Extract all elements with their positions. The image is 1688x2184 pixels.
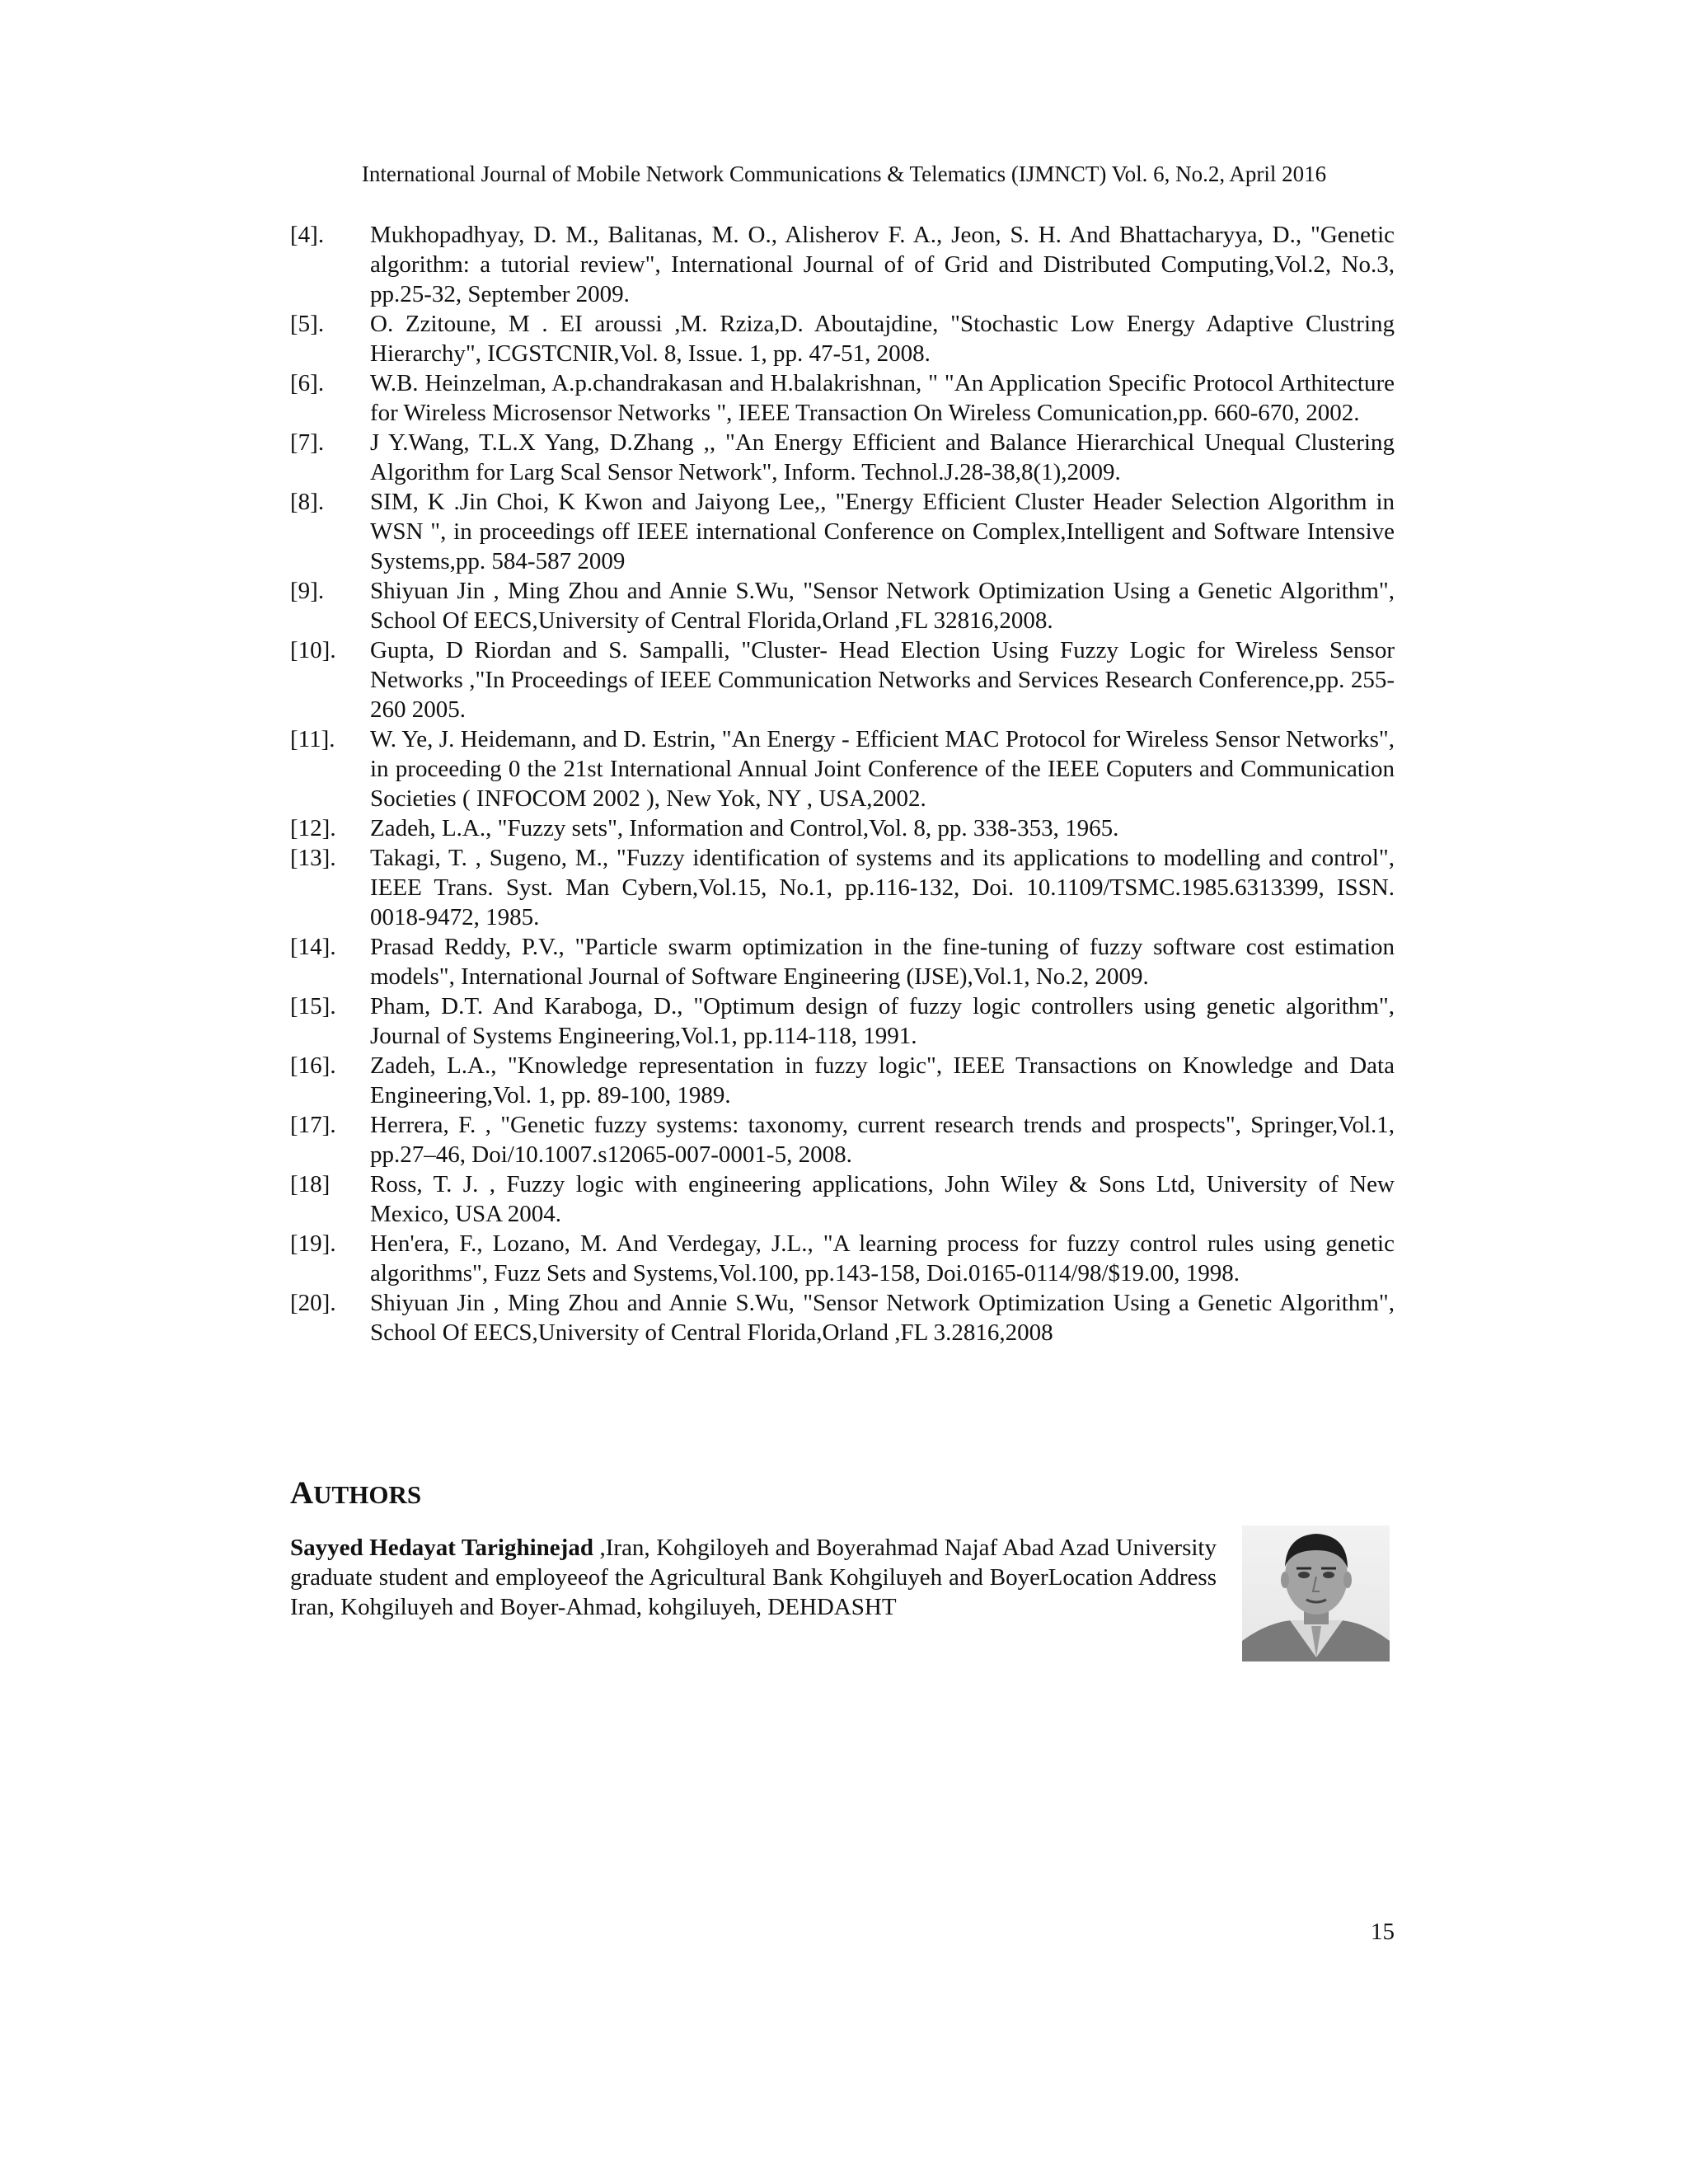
reference-number: [17]. (290, 1112, 336, 1138)
reference-text: Gupta, D Riordan and S. Sampalli, "Cluster- Head Election Using Fuzzy Logic for Wireless Sensor Networks ,"In Proceedings of IEEE Communication Networks and Services Research Conference,pp. 255-260 2005. (370, 637, 1395, 723)
reference-number: [15]. (290, 993, 336, 1019)
reference-text: Ross, T. J. , Fuzzy logic with engineering applications, John Wiley & Sons Ltd, University of New Mexico, USA 2004. (370, 1171, 1395, 1227)
reference-entry (290, 932, 1395, 991)
reference-entry (290, 1169, 1395, 1229)
reference-number: [11]. (290, 726, 335, 752)
author-photo (1242, 1526, 1390, 1661)
reference-number: [18] (290, 1171, 331, 1197)
reference-entry (290, 1110, 1395, 1169)
reference-number: [7]. (290, 429, 325, 456)
reference-text: O. Zzitoune, M . EI aroussi ,M. Rziza,D. Aboutajdine, "Stochastic Low Energy Adaptive Clustring Hierarchy", ICGSTCNIR,Vol. 8, Issue. 1, pp. 47-51, 2008. (370, 311, 1395, 367)
author-bio (290, 1533, 1217, 1622)
author-bio-text: ,Iran, Kohgiloyeh and Boyerahmad Najaf Abad Azad University graduate student and employeeof the Agricultural Bank Kohgiluyeh and BoyerLocation Address Iran, Kohgiluyeh and Boyer-Ahmad, kohgiluyeh, DEHDASHT (290, 1535, 1217, 1620)
reference-text: Hen'era, F., Lozano, M. And Verdegay, J.L., "A learning process for fuzzy control rules using genetic algorithms", Fuzz Sets and Systems,Vol.100, pp.143-158, Doi.0165-0114/98/$19.00, 1998. (370, 1230, 1395, 1286)
reference-entry (290, 813, 1395, 843)
author-name: Sayyed Hedayat Tarighinejad (290, 1535, 593, 1561)
reference-entry (290, 1229, 1395, 1288)
authors-heading-rest: UTHORS (313, 1480, 422, 1509)
reference-number: [13]. (290, 845, 336, 871)
reference-number: [14]. (290, 934, 336, 960)
reference-number: [10]. (290, 637, 336, 663)
reference-entry (290, 428, 1395, 487)
reference-number: [19]. (290, 1230, 336, 1257)
reference-entry (290, 843, 1395, 932)
reference-text: Shiyuan Jin , Ming Zhou and Annie S.Wu, "Sensor Network Optimization Using a Genetic Algorithm", School Of EECS,University of Central Florida,Orland ,FL 3.2816,2008 (370, 1290, 1395, 1346)
reference-number: [6]. (290, 370, 325, 396)
reference-entry (290, 487, 1395, 576)
reference-text: Zadeh, L.A., "Knowledge representation in fuzzy logic", IEEE Transactions on Knowledge and Data Engineering,Vol. 1, pp. 89-100, 1989. (370, 1052, 1395, 1108)
reference-text: SIM, K .Jin Choi, K Kwon and Jaiyong Lee,, "Energy Efficient Cluster Header Selection Algorithm in WSN ", in proceedings off IEEE international Conference on Complex,Intelligent and Software Intensive Systems,pp. 584-587 2009 (370, 489, 1395, 574)
reference-number: [16]. (290, 1052, 336, 1079)
reference-number: [5]. (290, 311, 325, 337)
reference-entry (290, 309, 1395, 368)
reference-text: Mukhopadhyay, D. M., Balitanas, M. O., Alisherov F. A., Jeon, S. H. And Bhattacharyya, D., "Genetic algorithm: a tutorial review", International Journal of of Grid and Distributed Computing,Vol.2, No.3, pp.25-32, September 2009. (370, 222, 1395, 307)
reference-text: Zadeh, L.A., "Fuzzy sets", Information and Control,Vol. 8, pp. 338-353, 1965. (370, 815, 1119, 841)
reference-entry (290, 635, 1395, 724)
reference-number: [4]. (290, 222, 325, 248)
reference-text: W.B. Heinzelman, A.p.chandrakasan and H.balakrishnan, " "An Application Specific Protocol Arthitecture for Wireless Microsensor Networks ", IEEE Transaction On Wireless Comunication,pp. 660-670, 2002. (370, 370, 1395, 426)
reference-text: W. Ye, J. Heidemann, and D. Estrin, "An Energy - Efficient MAC Protocol for Wireless Sensor Networks", in proceeding 0 the 21st International Annual Joint Conference of the IEEE Coputers and Communication Societies ( INFOCOM 2002 ), New Yok, NY , USA,2002. (370, 726, 1395, 812)
reference-number: [9]. (290, 578, 325, 604)
reference-entry (290, 220, 1395, 309)
reference-entry (290, 1288, 1395, 1347)
reference-list (290, 220, 1395, 1347)
reference-entry (290, 576, 1395, 635)
reference-text: J Y.Wang, T.L.X Yang, D.Zhang ,, "An Energy Efficient and Balance Hierarchical Unequal Clustering Algorithm for Larg Scal Sensor Network", Inform. Technol.J.28-38,8(1),2009. (370, 429, 1395, 485)
reference-text: Herrera, F. , "Genetic fuzzy systems: taxonomy, current research trends and prospects", Springer,Vol.1, pp.27–46, Doi/10.1007.s12065-007-0001-5, 2008. (370, 1112, 1395, 1168)
reference-number: [12]. (290, 815, 336, 841)
reference-text: Shiyuan Jin , Ming Zhou and Annie S.Wu, "Sensor Network Optimization Using a Genetic Algorithm", School Of EECS,University of Central Florida,Orland ,FL 32816,2008. (370, 578, 1395, 634)
reference-number: [8]. (290, 489, 325, 515)
reference-entry (290, 368, 1395, 428)
reference-entry (290, 991, 1395, 1051)
reference-text: Prasad Reddy, P.V., "Particle swarm optimization in the fine-tuning of fuzzy software cost estimation models", International Journal of Software Engineering (IJSE),Vol.1, No.2, 2009. (370, 934, 1395, 990)
reference-text: Pham, D.T. And Karaboga, D., "Optimum design of fuzzy logic controllers using genetic algorithm", Journal of Systems Engineering,Vol.1, pp.114-118, 1991. (370, 993, 1395, 1049)
reference-entry (290, 1051, 1395, 1110)
reference-number: [20]. (290, 1290, 336, 1316)
authors-heading (290, 1475, 421, 1513)
page-number: 15 (1371, 1919, 1395, 1945)
running-header: International Journal of Mobile Network Communications & Telematics (IJMNCT) Vol. 6, No.2, April 2016 (361, 162, 1327, 186)
authors-heading-initial: A (290, 1475, 314, 1511)
reference-entry (290, 724, 1395, 813)
reference-text: Takagi, T. , Sugeno, M., "Fuzzy identification of systems and its applications to modelling and control", IEEE Trans. Syst. Man Cybern,Vol.15, No.1, pp.116-132, Doi. 10.1109/TSMC.1985.6313399, ISSN. 0018-9472, 1985. (370, 845, 1395, 930)
